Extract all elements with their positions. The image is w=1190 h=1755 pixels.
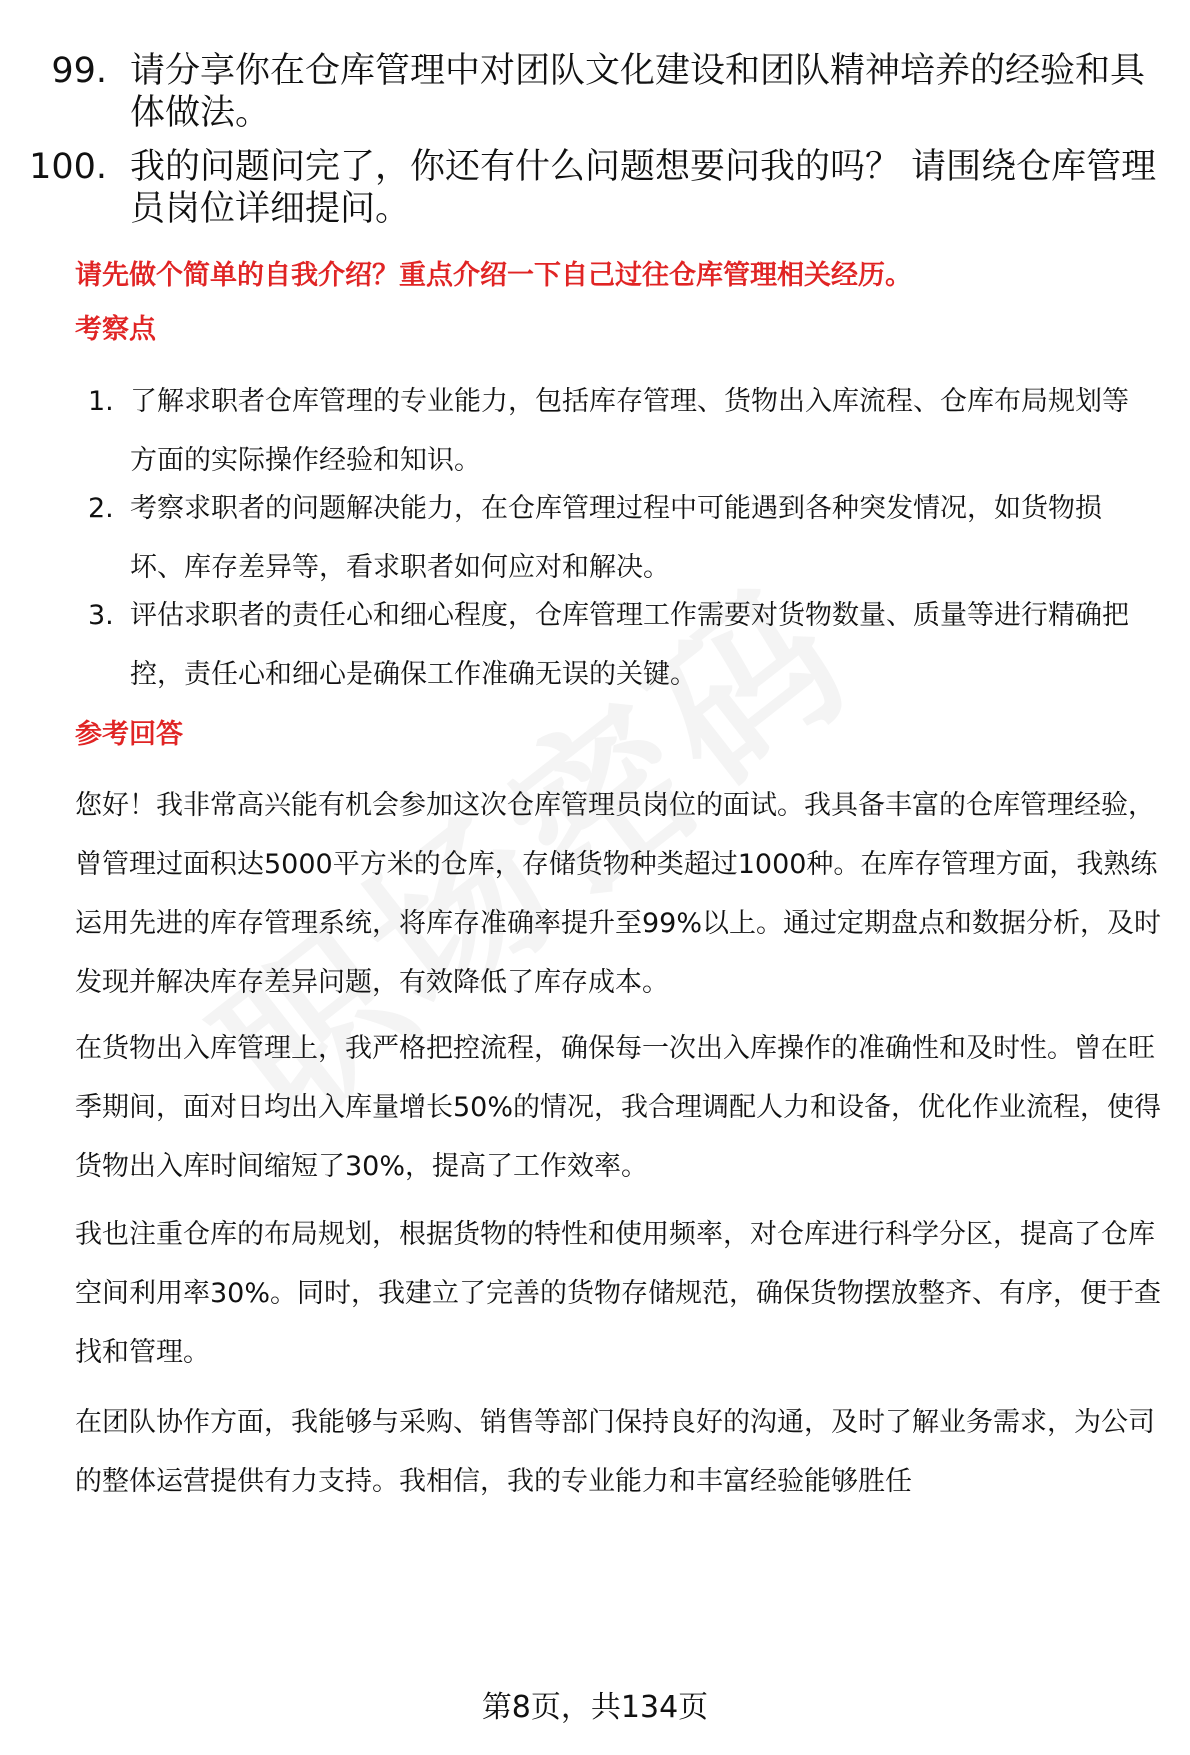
question-text: 我的问题问完了，你还有什么问题想要问我的吗？ 请围绕仓库管理员岗位详细提问。 xyxy=(130,147,1157,229)
question-number: 100. xyxy=(29,147,107,187)
answer-paragraph-2: 在货物出入库管理上，我严格把控流程，确保每一次出入库操作的准确性和及时性。曾在旺季期间，面对日均出入库量增长50%的情况，我合理调配人力和设备，优化作业流程，使得货物出入库时间缩短了30%，提高了工作效率。 xyxy=(75,1033,1162,1182)
list-text: 评估求职者的责任心和细心程度，仓库管理工作需要对货物数量、质量等进行精确把控，责任心和细心是确保工作准确无误的关键。 xyxy=(130,600,1129,690)
answer-paragraph-1: 您好！我非常高兴能有机会参加这次仓库管理员岗位的面试。我具备丰富的仓库管理经验，曾管理过面积达5000平方米的仓库，存储货物种类超过1000种。在库存管理方面，我熟练运用先进的库存管理系统，将库存准确率提升至99%以上。通过定期盘点和数据分析，及时发现并解决库存差异问题，有效降低了库存成本。 xyxy=(75,790,1162,998)
answer-heading: 参考回答 xyxy=(75,719,183,750)
section-question: 请先做个简单的自我介绍？重点介绍一下自己过往仓库管理相关经历。 xyxy=(75,260,912,291)
page-footer: 第8页，共134页 xyxy=(481,1690,709,1725)
assessment-heading: 考察点 xyxy=(75,314,156,345)
question-number: 99. xyxy=(51,51,107,91)
answer-paragraph-3: 我也注重仓库的布局规划，根据货物的特性和使用频率，对仓库进行科学分区，提高了仓库空间利用率30%。同时，我建立了完善的货物存储规范，确保货物摆放整齐、有序，便于查找和管理。 xyxy=(75,1219,1162,1368)
answer-paragraph-4: 在团队协作方面，我能够与采购、销售等部门保持良好的沟通，及时了解业务需求，为公司的整体运营提供有力支持。我相信，我的专业能力和丰富经验能够胜任 xyxy=(75,1407,1155,1497)
question-text: 请分享你在仓库管理中对团队文化建设和团队精神培养的经验和具体做法。 xyxy=(130,51,1146,133)
list-number: 2. xyxy=(88,493,114,524)
list-number: 3. xyxy=(88,600,114,631)
list-text: 了解求职者仓库管理的专业能力，包括库存管理、货物出入库流程、仓库布局规划等方面的实际操作经验和知识。 xyxy=(130,386,1129,476)
list-number: 1. xyxy=(88,386,114,417)
list-text: 考察求职者的问题解决能力，在仓库管理过程中可能遇到各种突发情况，如货物损坏、库存差异等，看求职者如何应对和解决。 xyxy=(130,493,1102,583)
